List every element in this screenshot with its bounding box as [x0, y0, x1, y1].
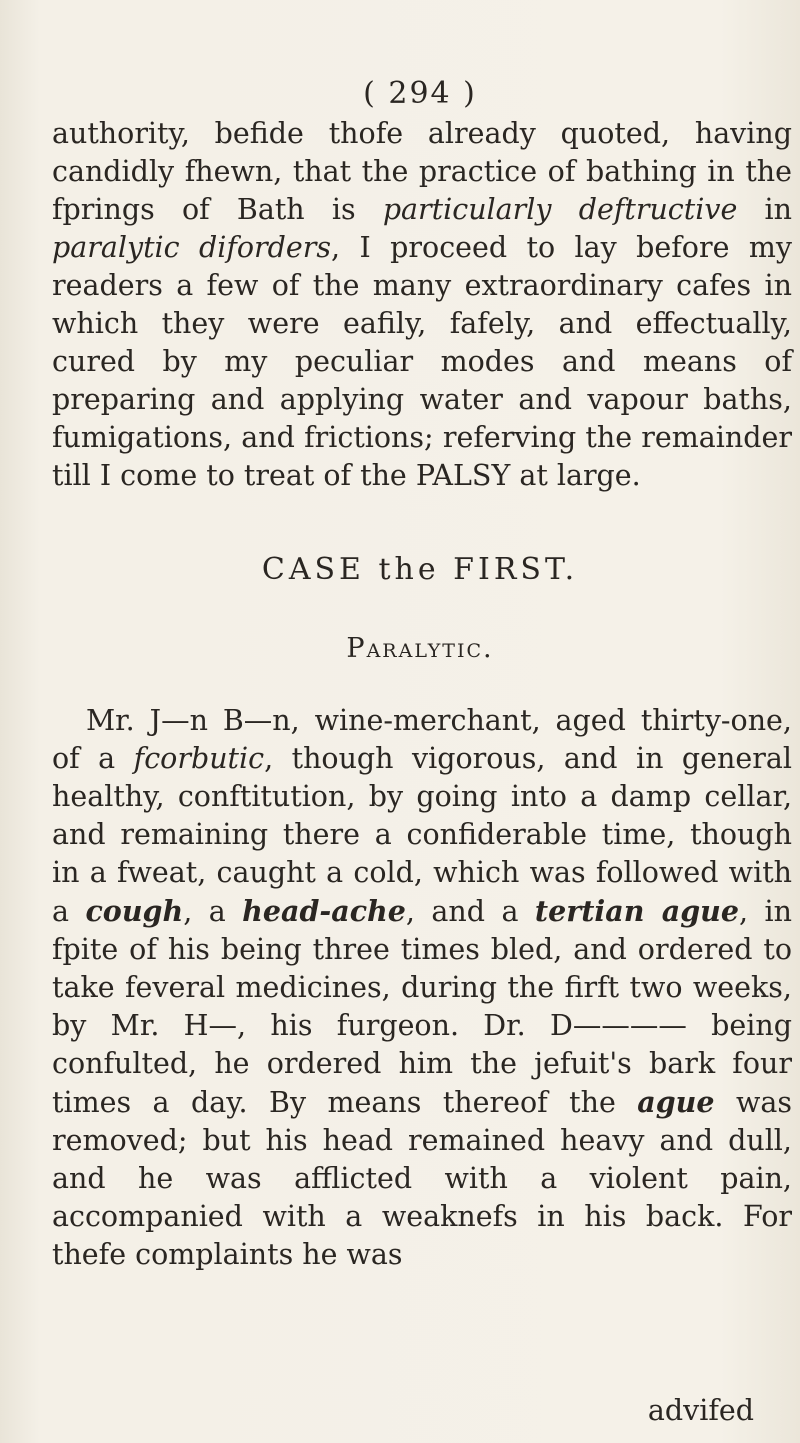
text-run: authority, befide thofe already quoted, having candidly fhewn, that the practice of bathing in the fprings of Bath is: [52, 117, 792, 226]
text-run: , though vigorous, and in general healthy, conftitution, by going into a damp cellar, and remaining there a confiderable time, though in a fweat, caught a cold, which was followed with a: [52, 742, 792, 928]
text-run: , I proceed to lay before my readers a few of the many extraordinary cafes in which they were eafily, fafely, and effectually, cured by my peculiar modes and means of preparing and applying water and vapour baths, fumigations, and frictions; referving the remainder till I come to treat of the PALSY at large.: [52, 231, 792, 492]
text-run: , in fpite of his being three times bled, and ordered to take feveral medicines, during the firft two weeks, by Mr. H—, his furgeon. Dr. D———— being confulted, he ordered him the jefuit's bark four times a day. By means thereof the: [52, 895, 792, 1119]
text-run: , a: [183, 895, 243, 928]
case-subheading: Paralytic.: [346, 633, 494, 664]
italic-text-run: ague: [637, 1085, 715, 1119]
italic-text-run: paralytic diforders: [52, 231, 332, 264]
text-run: Mr. J—n B—n, wine-merchant, aged thirty-one, of a: [52, 704, 792, 775]
italic-text-run: particularly deftructive: [382, 193, 738, 226]
paragraph-case-one: [52, 702, 792, 1274]
paragraph-intro: [52, 115, 792, 495]
text-run: , and a: [405, 895, 535, 928]
page-number-header: ( 294 ): [363, 76, 477, 111]
italic-text-run: fcorbutic: [133, 742, 265, 775]
catchword: advifed: [647, 1394, 754, 1427]
case-heading: CASE the FIRST.: [261, 552, 579, 587]
text-run: was removed; but his head remained heavy and dull, and he was afflicted with a violent pain, accompanied with a weaknefs in his back. For thefe complaints he was: [52, 1086, 792, 1271]
italic-text-run: head-ache: [242, 894, 406, 928]
italic-text-run: cough: [85, 894, 184, 928]
text-run: in: [737, 193, 792, 226]
italic-text-run: tertian ague: [534, 894, 739, 928]
